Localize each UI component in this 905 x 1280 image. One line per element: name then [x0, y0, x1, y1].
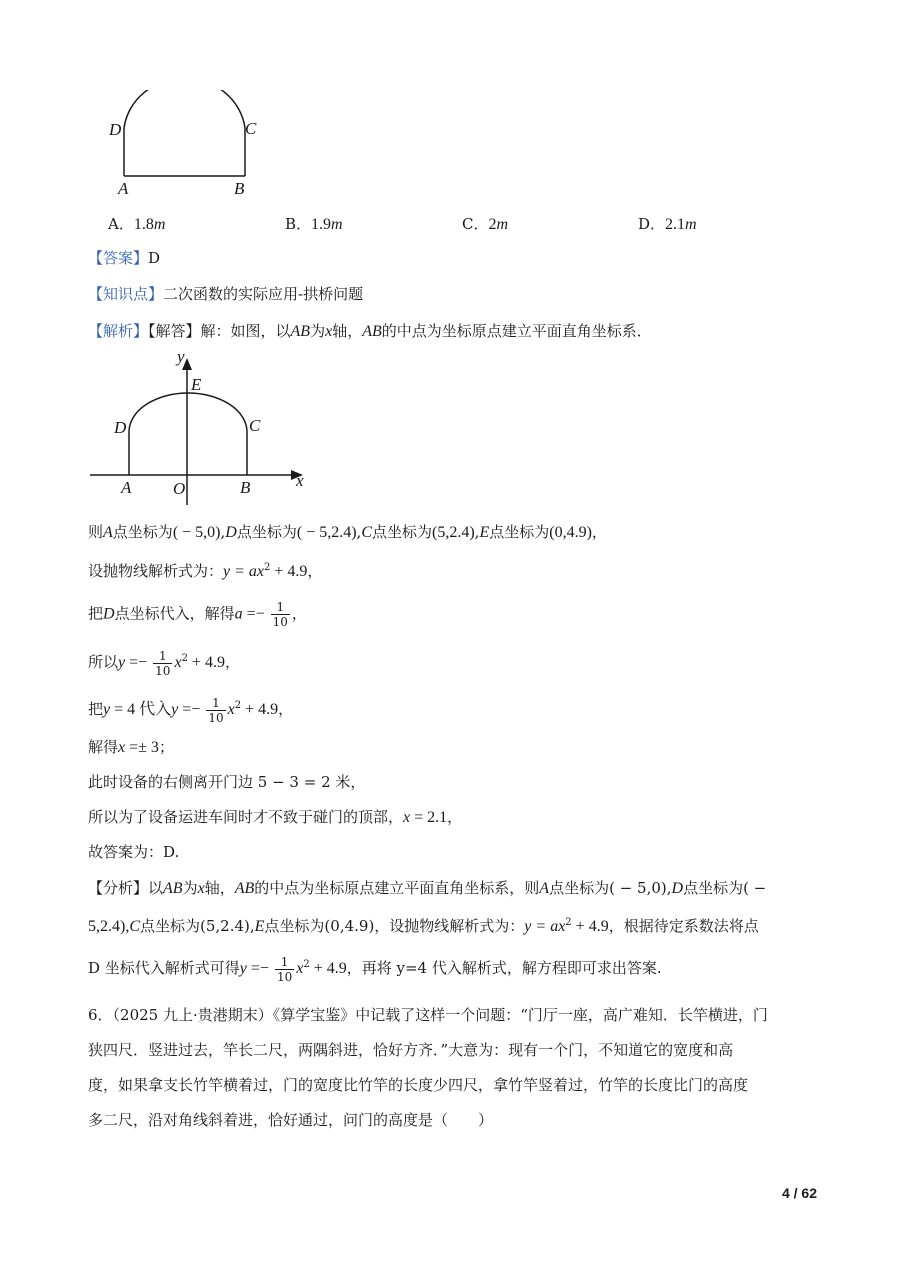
label-x: x [296, 471, 304, 490]
label-A: A [118, 179, 129, 198]
label-B: B [240, 478, 251, 497]
knowledge-tag: 【知识点】 [88, 285, 164, 303]
option-a: A．1.8m [108, 215, 166, 233]
step-set-parabola: 设抛物线解析式为：$y = ax^2 + 4.9$， [88, 562, 323, 580]
analysis-tag: 【解析】 [88, 322, 149, 340]
step-final-answer: 故答案为：D. [88, 843, 180, 861]
step-conclusion: 所以为了设备运进车间时才不致于碰门的顶部，x = 2.1， [88, 808, 463, 826]
step-solve-a: 把D点坐标代入，解得a =− $\frac{1}{10}$ ， [88, 600, 307, 629]
answer-text: D [148, 249, 161, 267]
label-C: C [245, 119, 257, 138]
answer-line [88, 247, 160, 269]
knowledge-line [88, 283, 363, 305]
analysis-head: 【解析】【解答】解：如图，以AB为x轴，AB的中点为坐标原点建立平面直角坐标系． [88, 322, 652, 340]
label-D: D [114, 418, 127, 437]
label-B: B [234, 179, 245, 198]
arch-door-figure [100, 90, 280, 205]
fenxi-tag: 【分析】 [88, 879, 149, 897]
label-y: y [177, 347, 185, 366]
arch-curve [124, 90, 245, 128]
coordinate-figure [85, 345, 315, 510]
answer-tag: 【答案】 [88, 249, 149, 267]
option-d: D．2.1m [638, 215, 697, 233]
label-E: E [191, 375, 202, 394]
step-parabola: 所以y =− $\frac{1}{10}$ $x^2 + 4.9$， [88, 648, 240, 678]
fenxi-line-3: D 坐标代入解析式可得y =− $\frac{1}{10}$ $x^2 + 4.9$，再将 y=4 代入解析式，解方程即可求出答案. [88, 954, 662, 984]
knowledge-text: 二次函数的实际应用-拱桥问题 [163, 285, 364, 303]
option-b: B．1.9m [285, 215, 343, 233]
option-c: C．2m [462, 215, 509, 233]
step-substitute-y: 把y = 4 代入y =− $\frac{1}{10}$ $x^2 + 4.9$， [88, 695, 294, 725]
q6-line-3: 度，如果拿支长竹竿横着过，门的宽度比竹竿的长度少四尺，拿竹竿竖着过，竹竿的长度比门的高度 [88, 1076, 749, 1094]
q6-line-4: 多二尺，沿对角线斜着进，恰好通过，问门的高度是（ ） [88, 1111, 494, 1129]
arch-curve [129, 393, 247, 432]
label-O: O [173, 479, 186, 498]
step-distance: 此时设备的右侧离开门边 5 − 3 = 2 米， [88, 773, 366, 791]
page-number: 4 / 62 [781, 1185, 817, 1201]
q6-line-2: 狭四尺．竖进过去，竿长二尺，两隅斜进，恰好方齐．”大意为：现有一个门，不知道它的宽度和高 [88, 1041, 734, 1059]
step-coordinates: 则A点坐标为( − 5,0),D点坐标为( − 5,2.4),C点坐标为(5,2.4),E点坐标为(0,4.9)， [88, 523, 607, 541]
fenxi-line-1: 【分析】以AB为x轴，AB的中点为坐标原点建立平面直角坐标系，则A点坐标为( − 5,0),D点坐标为( − [88, 879, 767, 897]
q6-line-1: 6．（2025 九上·贵港期末）《算学宝鉴》中记载了这样一个问题：“门厅一座，高广难知．长竿横进，门 [88, 1006, 768, 1024]
step-solve-x: 解得x =± 3； [88, 738, 174, 756]
label-C: C [249, 416, 261, 435]
label-A: A [121, 478, 132, 497]
label-D: D [109, 120, 122, 139]
fenxi-line-2: 5,2.4),C点坐标为(5,2.4),E点坐标为(0,4.9)，设抛物线解析式为：$y = ax^2 + 4.9$，根据待定系数法将点 [88, 917, 759, 935]
